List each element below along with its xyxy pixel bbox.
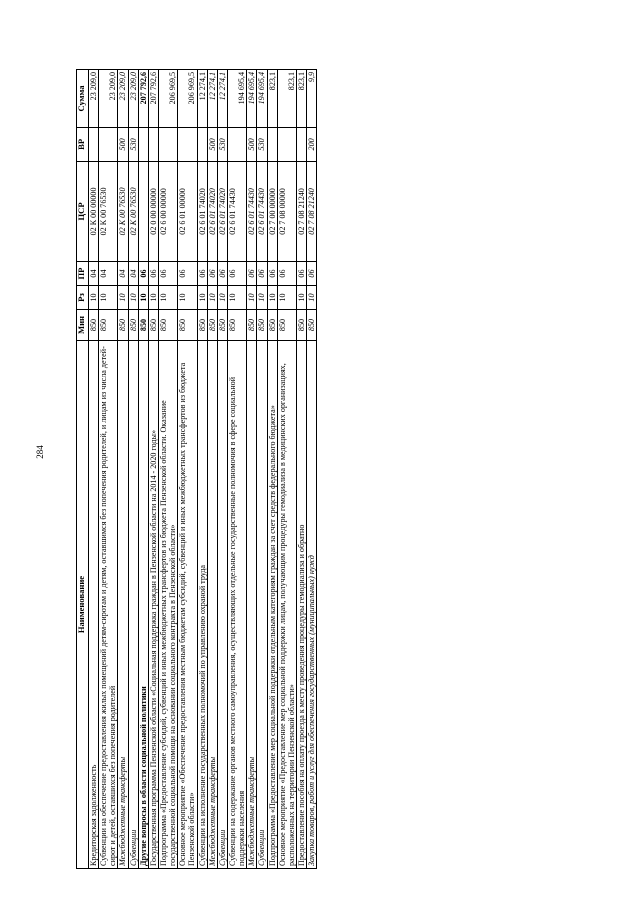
table-row xyxy=(178,70,197,869)
header-csr: ЦСР xyxy=(77,161,89,261)
cell-csr: 02 6 01 74020 xyxy=(217,161,227,261)
cell-name: Основное мероприятие «Обеспечение предоставления местным бюджетам субсидий, субвенций и иных межбюджетных трансфертов из бюджета Пензенской области» xyxy=(178,341,197,869)
cell-pr: 06 xyxy=(158,262,177,286)
cell-name: Предоставление пособия на оплату проезда к месту проведения процедуры гемодиализа и обратно xyxy=(296,341,306,869)
table-row xyxy=(247,70,257,869)
cell-name: Подпрограмма «Предоставление мер социальной поддержки отдельным категориям граждан за счет средств федерального бюджета» xyxy=(267,341,277,869)
cell-vr xyxy=(178,127,197,161)
cell-sum: 12 274,1 xyxy=(217,70,227,128)
cell-csr: 02 6 00 00000 xyxy=(158,161,177,261)
header-min: Мин xyxy=(77,310,89,341)
cell-pr: 04 xyxy=(118,262,128,286)
cell-pr: 06 xyxy=(178,262,197,286)
cell-csr: 02 6 01 74430 xyxy=(227,161,246,261)
cell-name: Межбюджетные трансферты xyxy=(247,341,257,869)
cell-pr: 06 xyxy=(197,262,207,286)
header-vr: ВР xyxy=(77,127,89,161)
cell-name: Субвенции на содержание органов местного самоуправления, осуществляющих отдельные государственные полномочия в сфере социальной поддержки населения xyxy=(227,341,246,869)
cell-rz: 10 xyxy=(178,286,197,310)
cell-sum: 206 969,5 xyxy=(178,70,197,128)
cell-sum: 12 274,1 xyxy=(207,70,217,128)
cell-name: Закупка товаров, работ и услуг для обеспечения государственных (муниципальных) нужд xyxy=(307,341,317,869)
cell-pr: 06 xyxy=(217,262,227,286)
page-number: 284 xyxy=(35,445,45,459)
cell-min: 850 xyxy=(296,310,306,341)
cell-min: 850 xyxy=(99,310,118,341)
cell-vr xyxy=(148,127,158,161)
cell-csr: 02 7 00 00000 xyxy=(267,161,277,261)
cell-rz: 10 xyxy=(296,286,306,310)
table-row xyxy=(99,70,118,869)
table-body xyxy=(89,70,317,869)
table-row xyxy=(128,70,138,869)
cell-sum: 206 969,5 xyxy=(158,70,177,128)
header-sum: Сумма xyxy=(77,70,89,128)
cell-vr xyxy=(197,127,207,161)
cell-vr xyxy=(158,127,177,161)
cell-sum: 207 792,6 xyxy=(138,70,148,128)
table-row xyxy=(207,70,217,869)
cell-csr: 02 К 00 76530 xyxy=(128,161,138,261)
table-row xyxy=(307,70,317,869)
cell-vr xyxy=(296,127,306,161)
cell-vr: 200 xyxy=(307,127,317,161)
cell-csr: 02 6 01 74020 xyxy=(207,161,217,261)
cell-pr: 06 xyxy=(257,262,267,286)
cell-min: 850 xyxy=(118,310,128,341)
cell-sum: 194 695,4 xyxy=(227,70,246,128)
cell-name: Межбюджетные трансферты xyxy=(118,341,128,869)
cell-vr xyxy=(267,127,277,161)
cell-vr xyxy=(227,127,246,161)
cell-rz: 10 xyxy=(227,286,246,310)
table-row xyxy=(89,70,99,869)
cell-csr: 02 К 00 00000 xyxy=(89,161,99,261)
table-row xyxy=(277,70,296,869)
table-row xyxy=(138,70,148,869)
header-rz: Рз xyxy=(77,286,89,310)
cell-name: Основное мероприятие «Предоставление мер социальной поддержки лицам, получающим процедуры гемодиализа в медицинских организациях, расположенных на территории Пензенской области» xyxy=(277,341,296,869)
cell-min: 850 xyxy=(89,310,99,341)
cell-csr: 02 К 00 76530 xyxy=(99,161,118,261)
cell-min: 850 xyxy=(128,310,138,341)
cell-sum: 23 209,0 xyxy=(99,70,118,128)
cell-name: Другие вопросы в области социальной политики xyxy=(138,341,148,869)
table-row xyxy=(148,70,158,869)
cell-vr xyxy=(138,127,148,161)
cell-name: Субвенции xyxy=(257,341,267,869)
table-row xyxy=(257,70,267,869)
header-name: Наименование xyxy=(77,341,89,869)
budget-table xyxy=(76,69,317,869)
cell-name: Межбюджетные трансферты xyxy=(207,341,217,869)
cell-name: Субвенции xyxy=(217,341,227,869)
budget-table-container xyxy=(76,69,579,869)
cell-sum: 194 695,4 xyxy=(257,70,267,128)
cell-sum: 9,9 xyxy=(307,70,317,128)
cell-pr: 04 xyxy=(99,262,118,286)
cell-csr: 02 7 08 21240 xyxy=(296,161,306,261)
cell-rz: 10 xyxy=(277,286,296,310)
cell-pr: 04 xyxy=(89,262,99,286)
cell-name: Субвенции xyxy=(128,341,138,869)
cell-rz: 10 xyxy=(217,286,227,310)
cell-sum: 823,1 xyxy=(296,70,306,128)
cell-min: 850 xyxy=(148,310,158,341)
cell-min: 850 xyxy=(307,310,317,341)
cell-rz: 10 xyxy=(128,286,138,310)
cell-pr: 06 xyxy=(307,262,317,286)
table-row xyxy=(296,70,306,869)
cell-name: Подпрограмма «Предоставление субсидий, субвенций и иных межбюджетных трансфертов из бюджета Пензенской области. Оказание государственной социальной помощи на основании социального контракта в Пензенской области» xyxy=(158,341,177,869)
table-row xyxy=(227,70,246,869)
cell-rz: 10 xyxy=(158,286,177,310)
cell-vr: 530 xyxy=(257,127,267,161)
cell-rz: 10 xyxy=(267,286,277,310)
cell-sum: 823,1 xyxy=(267,70,277,128)
cell-vr xyxy=(99,127,118,161)
cell-min: 850 xyxy=(197,310,207,341)
cell-pr: 06 xyxy=(227,262,246,286)
cell-pr: 06 xyxy=(247,262,257,286)
table-row xyxy=(118,70,128,869)
cell-min: 850 xyxy=(178,310,197,341)
cell-vr: 500 xyxy=(118,127,128,161)
cell-csr: 02 7 08 00000 xyxy=(277,161,296,261)
cell-sum: 12 274,1 xyxy=(197,70,207,128)
cell-rz: 10 xyxy=(99,286,118,310)
cell-rz: 10 xyxy=(138,286,148,310)
cell-rz: 10 xyxy=(197,286,207,310)
cell-name: Субвенции на исполнение государственных полномочий по управлению охраной труда xyxy=(197,341,207,869)
cell-min: 850 xyxy=(158,310,177,341)
cell-min: 850 xyxy=(277,310,296,341)
cell-vr xyxy=(89,127,99,161)
cell-pr: 06 xyxy=(296,262,306,286)
cell-csr: 02 6 01 74430 xyxy=(257,161,267,261)
table-row xyxy=(158,70,177,869)
cell-csr xyxy=(138,161,148,261)
cell-pr: 06 xyxy=(277,262,296,286)
cell-sum: 23 209,0 xyxy=(118,70,128,128)
cell-vr: 530 xyxy=(217,127,227,161)
cell-name: Государственная программа Пензенской области «Социальная поддержка граждан в Пензенской области на 2014 - 2020 годы» xyxy=(148,341,158,869)
table-row xyxy=(217,70,227,869)
cell-rz: 10 xyxy=(207,286,217,310)
cell-min: 850 xyxy=(217,310,227,341)
cell-csr: 02 6 01 74020 xyxy=(197,161,207,261)
cell-pr: 06 xyxy=(148,262,158,286)
table-row xyxy=(197,70,207,869)
cell-min: 850 xyxy=(138,310,148,341)
cell-rz: 10 xyxy=(148,286,158,310)
cell-sum: 194 695,4 xyxy=(247,70,257,128)
cell-sum: 823,1 xyxy=(277,70,296,128)
cell-pr: 04 xyxy=(128,262,138,286)
cell-sum: 23 209,0 xyxy=(128,70,138,128)
cell-pr: 06 xyxy=(207,262,217,286)
cell-csr: 02 К 00 76530 xyxy=(118,161,128,261)
cell-pr: 06 xyxy=(267,262,277,286)
table-header-row xyxy=(77,70,89,869)
cell-vr: 530 xyxy=(128,127,138,161)
cell-csr: 02 7 08 21240 xyxy=(307,161,317,261)
table-row xyxy=(267,70,277,869)
cell-min: 850 xyxy=(247,310,257,341)
cell-vr: 500 xyxy=(247,127,257,161)
cell-name: Кредиторская задолженность xyxy=(89,341,99,869)
cell-csr: 02 6 01 74430 xyxy=(247,161,257,261)
cell-name: Субвенции на обеспечение предоставления жилых помещений детям-сиротам и детям, оставшимся без попечения родителей, и лицам из числа детей-сирот и детей, оставшихся без попечения родителей xyxy=(99,341,118,869)
cell-sum: 23 209,0 xyxy=(89,70,99,128)
cell-vr: 500 xyxy=(207,127,217,161)
cell-pr: 06 xyxy=(138,262,148,286)
header-pr: ПР xyxy=(77,262,89,286)
cell-vr xyxy=(277,127,296,161)
cell-min: 850 xyxy=(227,310,246,341)
cell-sum: 207 792,6 xyxy=(148,70,158,128)
cell-rz: 10 xyxy=(257,286,267,310)
cell-rz: 10 xyxy=(118,286,128,310)
cell-csr: 02 6 01 00000 xyxy=(178,161,197,261)
cell-min: 850 xyxy=(267,310,277,341)
cell-min: 850 xyxy=(257,310,267,341)
cell-rz: 10 xyxy=(307,286,317,310)
cell-min: 850 xyxy=(207,310,217,341)
cell-csr: 02 0 00 00000 xyxy=(148,161,158,261)
cell-rz: 10 xyxy=(89,286,99,310)
cell-rz: 10 xyxy=(247,286,257,310)
